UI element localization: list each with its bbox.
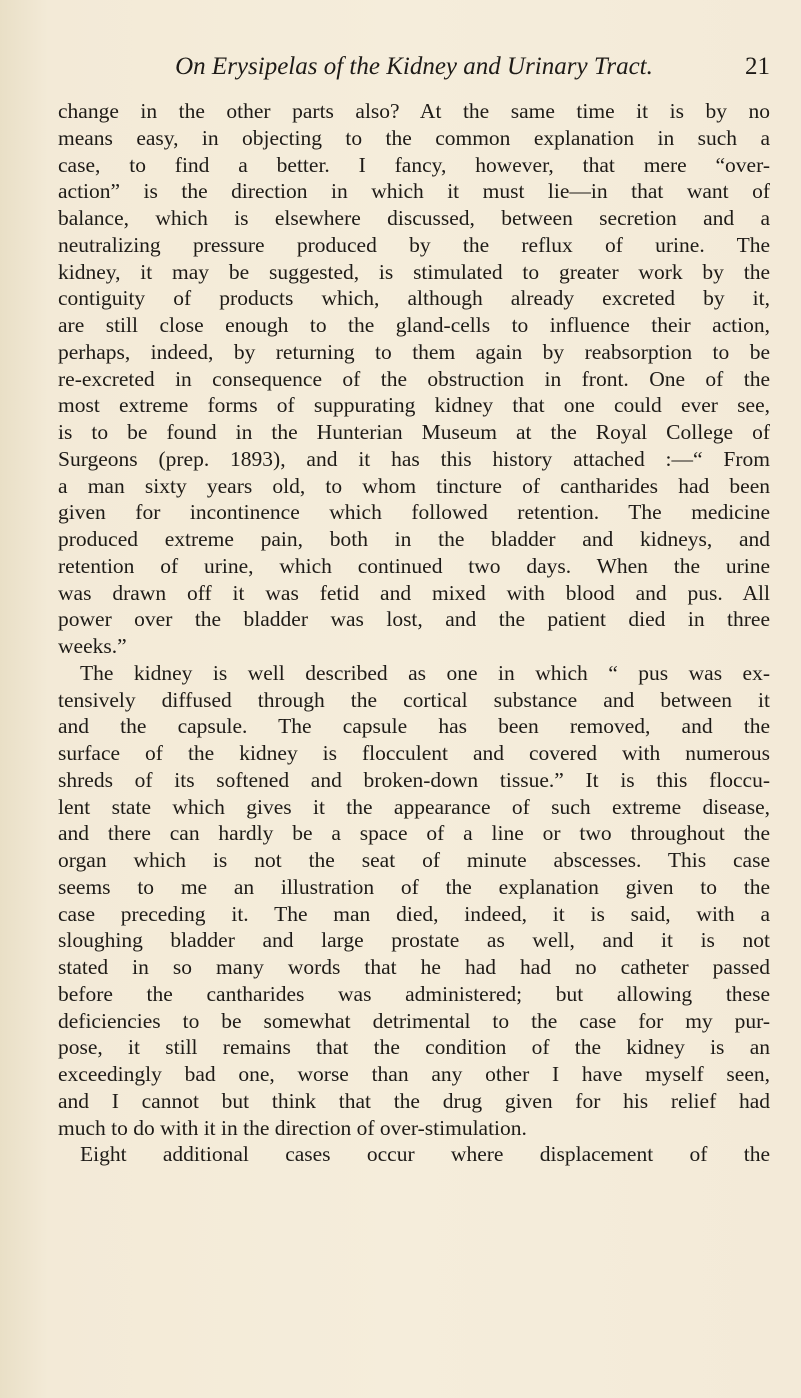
text-line: and the capsule. The capsule has been removed, and the xyxy=(58,714,770,739)
text-line: most extreme forms of suppurating kidney that one could ever see, xyxy=(58,393,770,418)
text-line: The kidney is well described as one in which “ pus was ex- xyxy=(80,660,770,685)
text-line: deficiencies to be somewhat detrimental to the case for my pur- xyxy=(58,1008,770,1033)
text-line: case preceding it. The man died, indeed, it is said, with a xyxy=(58,901,770,926)
text-line: change in the other parts also? At the same time it is by no xyxy=(58,99,770,123)
text-line: organ which is not the seat of minute abscesses. This case xyxy=(58,848,770,872)
text-line: stated in so many words that he had had no catheter passed xyxy=(58,955,770,979)
text-line: lent state which gives it the appearance of such extreme disease, xyxy=(58,794,770,819)
text-line: surface of the kidney is flocculent and covered with numerous xyxy=(58,741,770,765)
text-line: perhaps, indeed, by returning to them again by reabsorption to be xyxy=(58,339,770,364)
running-title: On Erysipelas of the Kidney and Urinary Tract. xyxy=(175,53,653,80)
text-line: much to do with it in the direction of over-stimulation. xyxy=(58,1115,527,1140)
text-line: neutralizing pressure produced by the reflux of urine. The xyxy=(58,232,770,257)
text-line: Eight additional cases occur where displacement of the xyxy=(80,1142,770,1167)
text-line: means easy, in objecting to the common explanation in such a xyxy=(58,125,770,150)
page-number: 21 xyxy=(745,53,770,80)
text-line: sloughing bladder and large prostate as well, and it is not xyxy=(58,928,770,953)
text-line: power over the bladder was lost, and the patient died in three xyxy=(58,607,770,632)
text-line: before the cantharides was administered; but allowing these xyxy=(58,981,770,1006)
text-line: case, to find a better. I fancy, however, that mere “over- xyxy=(58,152,770,177)
text-line: exceedingly bad one, worse than any other I have myself seen, xyxy=(58,1062,770,1086)
text-line: pose, it still remains that the condition of the kidney is an xyxy=(58,1035,770,1060)
text-line: action” is the direction in which it must lie—in that want of xyxy=(58,179,770,204)
text-line: are still close enough to the gland-cells to influence their action, xyxy=(58,313,770,337)
text-line: tensively diffused through the cortical substance and between it xyxy=(58,687,770,712)
body-text xyxy=(58,98,770,1168)
text-line: a man sixty years old, to whom tincture of cantharides had been xyxy=(58,473,770,498)
text-line: balance, which is elsewhere discussed, between secretion and a xyxy=(58,206,770,230)
text-line: and I cannot but think that the drug given for his relief had xyxy=(58,1088,770,1113)
text-line: produced extreme pain, both in the bladder and kidneys, and xyxy=(58,527,770,551)
text-line: kidney, it may be suggested, is stimulated to greater work by the xyxy=(58,259,770,284)
text-line: Surgeons (prep. 1893), and it has this history attached :—“ From xyxy=(58,446,770,471)
text-line: contiguity of products which, although already excreted by it, xyxy=(58,286,770,311)
text-line: seems to me an illustration of the explanation given to the xyxy=(58,874,770,899)
running-head xyxy=(58,50,770,84)
text-line: weeks.” xyxy=(58,634,127,658)
text-line: re-excreted in consequence of the obstruction in front. One of the xyxy=(58,366,770,391)
text-line: shreds of its softened and broken-down tissue.” It is this floccu- xyxy=(58,767,770,792)
text-line: was drawn off it was fetid and mixed with blood and pus. All xyxy=(58,580,770,605)
text-line: and there can hardly be a space of a line or two throughout the xyxy=(58,821,770,846)
text-line: given for incontinence which followed retention. The medicine xyxy=(58,500,770,525)
text-line: retention of urine, which continued two days. When the urine xyxy=(58,553,770,578)
text-line: is to be found in the Hunterian Museum at the Royal College of xyxy=(58,420,770,444)
